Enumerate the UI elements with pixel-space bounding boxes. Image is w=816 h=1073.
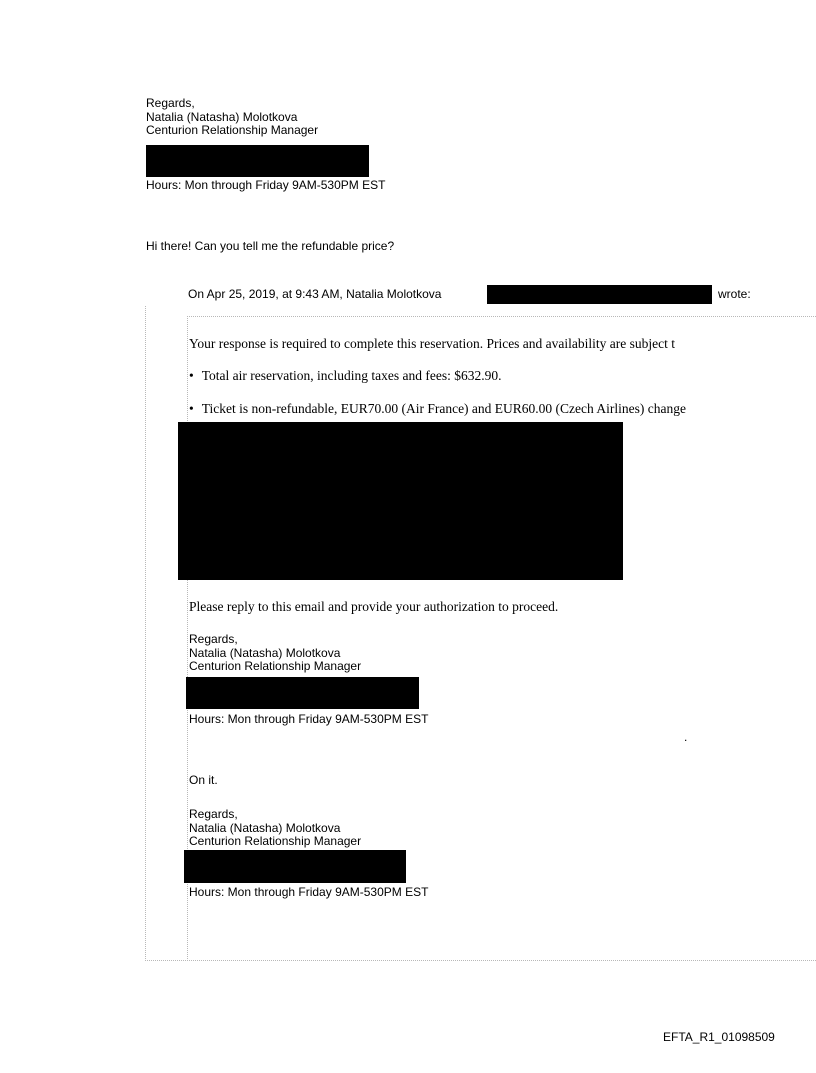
signature-hours: Hours: Mon through Friday 9AM-530PM EST [189, 885, 429, 899]
redaction-block [487, 285, 712, 304]
signature-title: Centurion Relationship Manager [189, 834, 362, 848]
stray-mark: . [684, 730, 688, 744]
signature-closing: Regards, [146, 96, 195, 110]
signature-title: Centurion Relationship Manager [189, 659, 362, 673]
redaction-block [146, 145, 369, 177]
signature-name: Natalia (Natasha) Molotkova [189, 645, 341, 660]
bullet-icon: • [189, 368, 194, 383]
list-item [189, 401, 686, 417]
quote-bottom-border [145, 960, 816, 961]
bullet-text: Ticket is non-refundable, EUR70.00 (Air France) and EUR60.00 (Czech Airlines) change [201, 401, 686, 416]
quote-header-prefix: On Apr 25, 2019, at 9:43 AM, Natalia Molotkova [188, 287, 442, 301]
signature-hours: Hours: Mon through Friday 9AM-530PM EST [146, 178, 386, 192]
reply-message: Hi there! Can you tell me the refundable price? [146, 239, 395, 253]
signature-hours: Hours: Mon through Friday 9AM-530PM EST [189, 712, 429, 726]
redaction-block [184, 850, 406, 883]
redaction-block [178, 422, 623, 580]
signature-title: Centurion Relationship Manager [146, 123, 319, 137]
signature-name: Natalia (Natasha) Molotkova [146, 109, 298, 124]
authorization-request: Please reply to this email and provide your authorization to proceed. [189, 599, 559, 614]
on-it-message: On it. [189, 773, 218, 787]
list-item [189, 368, 501, 384]
outer-quote-border [145, 306, 146, 961]
signature-closing: Regards, [189, 632, 238, 646]
quoted-intro: Your response is required to complete this reservation. Prices and availability are subject t [189, 336, 675, 351]
quoted-signature [189, 633, 361, 674]
quote-header-suffix: wrote: [718, 287, 751, 301]
redaction-block [186, 677, 419, 709]
document-id: EFTA_R1_01098509 [663, 1030, 775, 1044]
signature-closing: Regards, [189, 807, 238, 821]
quote-top-border [187, 316, 816, 317]
bullet-text: Total air reservation, including taxes and fees: $632.90. [201, 368, 502, 383]
quoted-signature [189, 808, 361, 849]
signature-name: Natalia (Natasha) Molotkova [189, 820, 341, 835]
bullet-icon: • [189, 401, 194, 416]
top-signature [146, 97, 318, 138]
